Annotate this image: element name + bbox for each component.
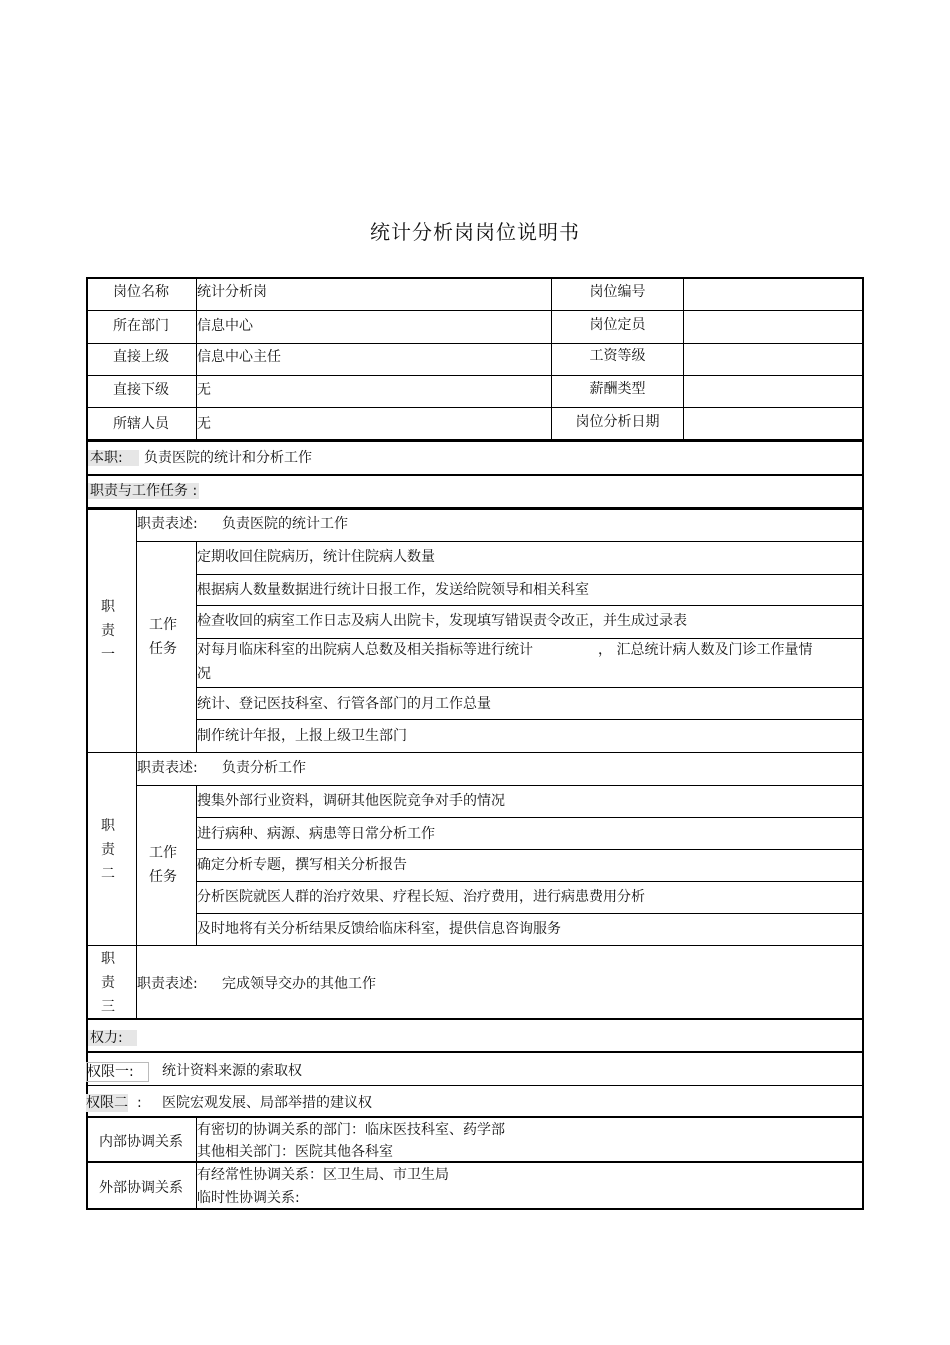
duty2-task-4: 分析医院就医人群的治疗效果、疗程长短、治疗费用，进行病患费用分析 <box>197 889 645 905</box>
duty2-desc: 负责分析工作 <box>222 760 306 776</box>
duty1-desc-label: 职责表述: <box>137 516 198 532</box>
external-line-1: 有经常性协调关系：区卫生局、市卫生局 <box>197 1167 449 1183</box>
power2-label: 权限二 <box>86 1095 128 1111</box>
power2-text: 医院宏观发展、局部举措的建议权 <box>162 1095 372 1111</box>
duty3-desc: 完成领导交办的其他工作 <box>222 976 376 992</box>
duties-header: 职责与工作任务 : <box>90 483 198 499</box>
label-staff: 所辖人员 <box>113 416 169 432</box>
main-duty-text: 负责医院的统计和分析工作 <box>144 450 312 466</box>
external-line-2: 临时性协调关系: <box>197 1190 300 1206</box>
label-department: 所在部门 <box>113 318 169 334</box>
duty2-task-3: 确定分析专题，撰写相关分析报告 <box>197 857 407 873</box>
duty2-label: 职责二 <box>101 818 115 882</box>
duty2-task-1: 搜集外部行业资料，调研其他医院竞争对手的情况 <box>197 793 505 809</box>
external-label: 外部协调关系 <box>99 1180 183 1196</box>
label-headcount: 岗位定员 <box>589 317 646 333</box>
duty1-task-4c: 况 <box>197 666 211 682</box>
internal-line-2: 其他相关部门：医院其他各科室 <box>197 1144 393 1160</box>
value-subordinate: 无 <box>197 382 211 398</box>
value-staff: 无 <box>197 416 211 432</box>
duty1-task-2: 根据病人数量数据进行统计日报工作，发送给院领导和相关科室 <box>197 582 589 598</box>
duty2-task-5: 及时地将有关分析结果反馈给临床科室，提供信息咨询服务 <box>197 921 561 937</box>
power1-label: 权限一: <box>86 1062 149 1082</box>
power-row <box>86 1018 864 1053</box>
label-superior: 直接上级 <box>113 349 169 365</box>
duty1-task-3: 检查收回的病室工作日志及病人出院卡，发现填写错误责令改正，并生成过录表 <box>197 613 687 629</box>
duty1-task-4b: ， 汇总统计病人数及门诊工作量情 <box>598 642 813 658</box>
duty1-task-label: 工作任务 <box>149 617 177 657</box>
label-subordinate: 直接下级 <box>113 382 169 398</box>
value-position-name: 统计分析岗 <box>197 284 267 300</box>
duty1-task-5: 统计、登记医技科室、行管各部门的月工作总量 <box>197 696 491 712</box>
page-title: 统计分析岗岗位说明书 <box>370 220 580 244</box>
duty1-desc: 负责医院的统计工作 <box>222 516 348 532</box>
internal-line-1: 有密切的协调关系的部门：临床医技科室、药学部 <box>197 1122 505 1138</box>
main-duty-label: 本职: <box>88 450 139 466</box>
label-analysis-date: 岗位分析日期 <box>575 414 660 430</box>
power1-text: 统计资料来源的索取权 <box>162 1063 302 1079</box>
duty3-desc-label: 职责表述: <box>137 976 198 992</box>
power-label: 权力: <box>88 1030 137 1046</box>
label-pay-type: 薪酬类型 <box>589 381 646 397</box>
duty2-task-label: 工作任务 <box>149 845 177 885</box>
duty1-task-1: 定期收回住院病历，统计住院病人数量 <box>197 549 435 565</box>
internal-label: 内部协调关系 <box>99 1134 183 1150</box>
duty2-desc-label: 职责表述: <box>137 760 198 776</box>
duties-header-row <box>86 474 864 509</box>
value-department: 信息中心 <box>197 318 253 334</box>
duty2-task-2: 进行病种、病源、病患等日常分析工作 <box>197 826 435 842</box>
label-position-name: 岗位名称 <box>113 284 169 300</box>
label-position-code: 岗位编号 <box>589 284 646 300</box>
duty1-label: 职责一 <box>101 599 115 663</box>
duty1-task-6: 制作统计年报，上报上级卫生部门 <box>197 728 407 744</box>
value-superior: 信息中心主任 <box>197 349 281 365</box>
duty1-task-4a: 对每月临床科室的出院病人总数及相关指标等进行统计 <box>197 642 533 658</box>
duty3-label: 职责三 <box>101 951 115 1015</box>
label-salary-grade: 工资等级 <box>589 348 646 364</box>
